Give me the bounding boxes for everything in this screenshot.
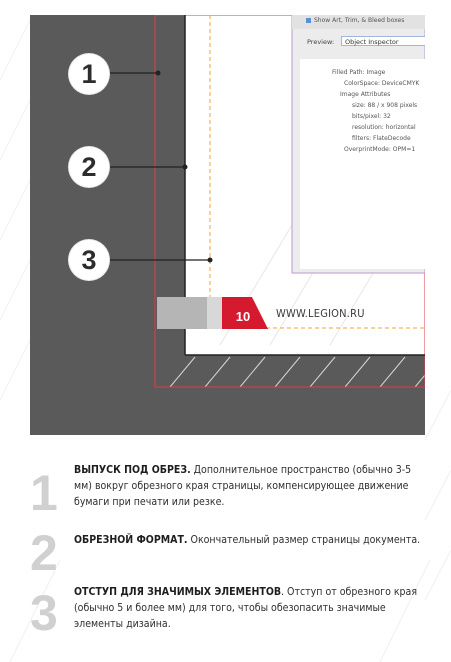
- tree-item[interactable]: Filled Path: Image: [332, 69, 386, 76]
- brand-url: WWW.LEGION.RU: [276, 307, 365, 320]
- tree-item[interactable]: filters: FlateDecode: [352, 135, 411, 142]
- bleed-strip: [185, 355, 425, 387]
- legend-title: ОТСТУП ДЛЯ ЗНАЧИМЫХ ЭЛЕМЕНТОВ: [74, 586, 282, 598]
- tree-item[interactable]: Image Attributes: [340, 91, 391, 98]
- legend-title: ОБРЕЗНОЙ ФОРМАТ.: [74, 534, 188, 546]
- preview-select[interactable]: Object Inspector: [341, 36, 425, 46]
- bleed-illustration: [30, 15, 425, 435]
- legend-description: Окончательный размер страницы документа.: [190, 534, 421, 546]
- preview-label: Preview:: [307, 38, 335, 46]
- page-number-badge: 10: [235, 309, 251, 324]
- tree-item[interactable]: bits/pixel: 32: [352, 113, 391, 120]
- legend-text: [74, 462, 430, 510]
- legend-number: 3: [30, 585, 58, 641]
- legend-number: 1: [30, 465, 58, 521]
- checkbox-icon[interactable]: [306, 18, 311, 23]
- gray-block: [157, 297, 207, 329]
- callout-2: 2: [69, 147, 109, 187]
- checkbox-row[interactable]: Show Art, Trim, & Bleed boxes: [306, 17, 404, 24]
- tree-item[interactable]: ColorSpace: DeviceCMYK: [344, 80, 420, 87]
- legend-text: [74, 584, 430, 632]
- legend-description: Дополнительное пространство (обычно 3-5 мм) вокруг обрезного края страницы, компенсирующее движение бумаги при печати или резке.: [74, 464, 412, 508]
- callout-1: 1: [69, 54, 109, 94]
- legend-description: . Отступ от обрезного края (обычно 5 и более мм) для того, чтобы обезопасить значимые элементы дизайна.: [74, 586, 418, 630]
- callout-3: 3: [69, 240, 109, 280]
- legend-title: ВЫПУСК ПОД ОБРЕЗ.: [74, 464, 191, 476]
- legend-text: [74, 532, 430, 548]
- tree-item[interactable]: OverprintMode: OPM=1: [344, 146, 416, 153]
- tree-item[interactable]: resolution: horizontal: [352, 124, 416, 131]
- legend-number: 2: [30, 525, 58, 581]
- tree-item[interactable]: size: 88 / x 908 pixels: [352, 102, 418, 109]
